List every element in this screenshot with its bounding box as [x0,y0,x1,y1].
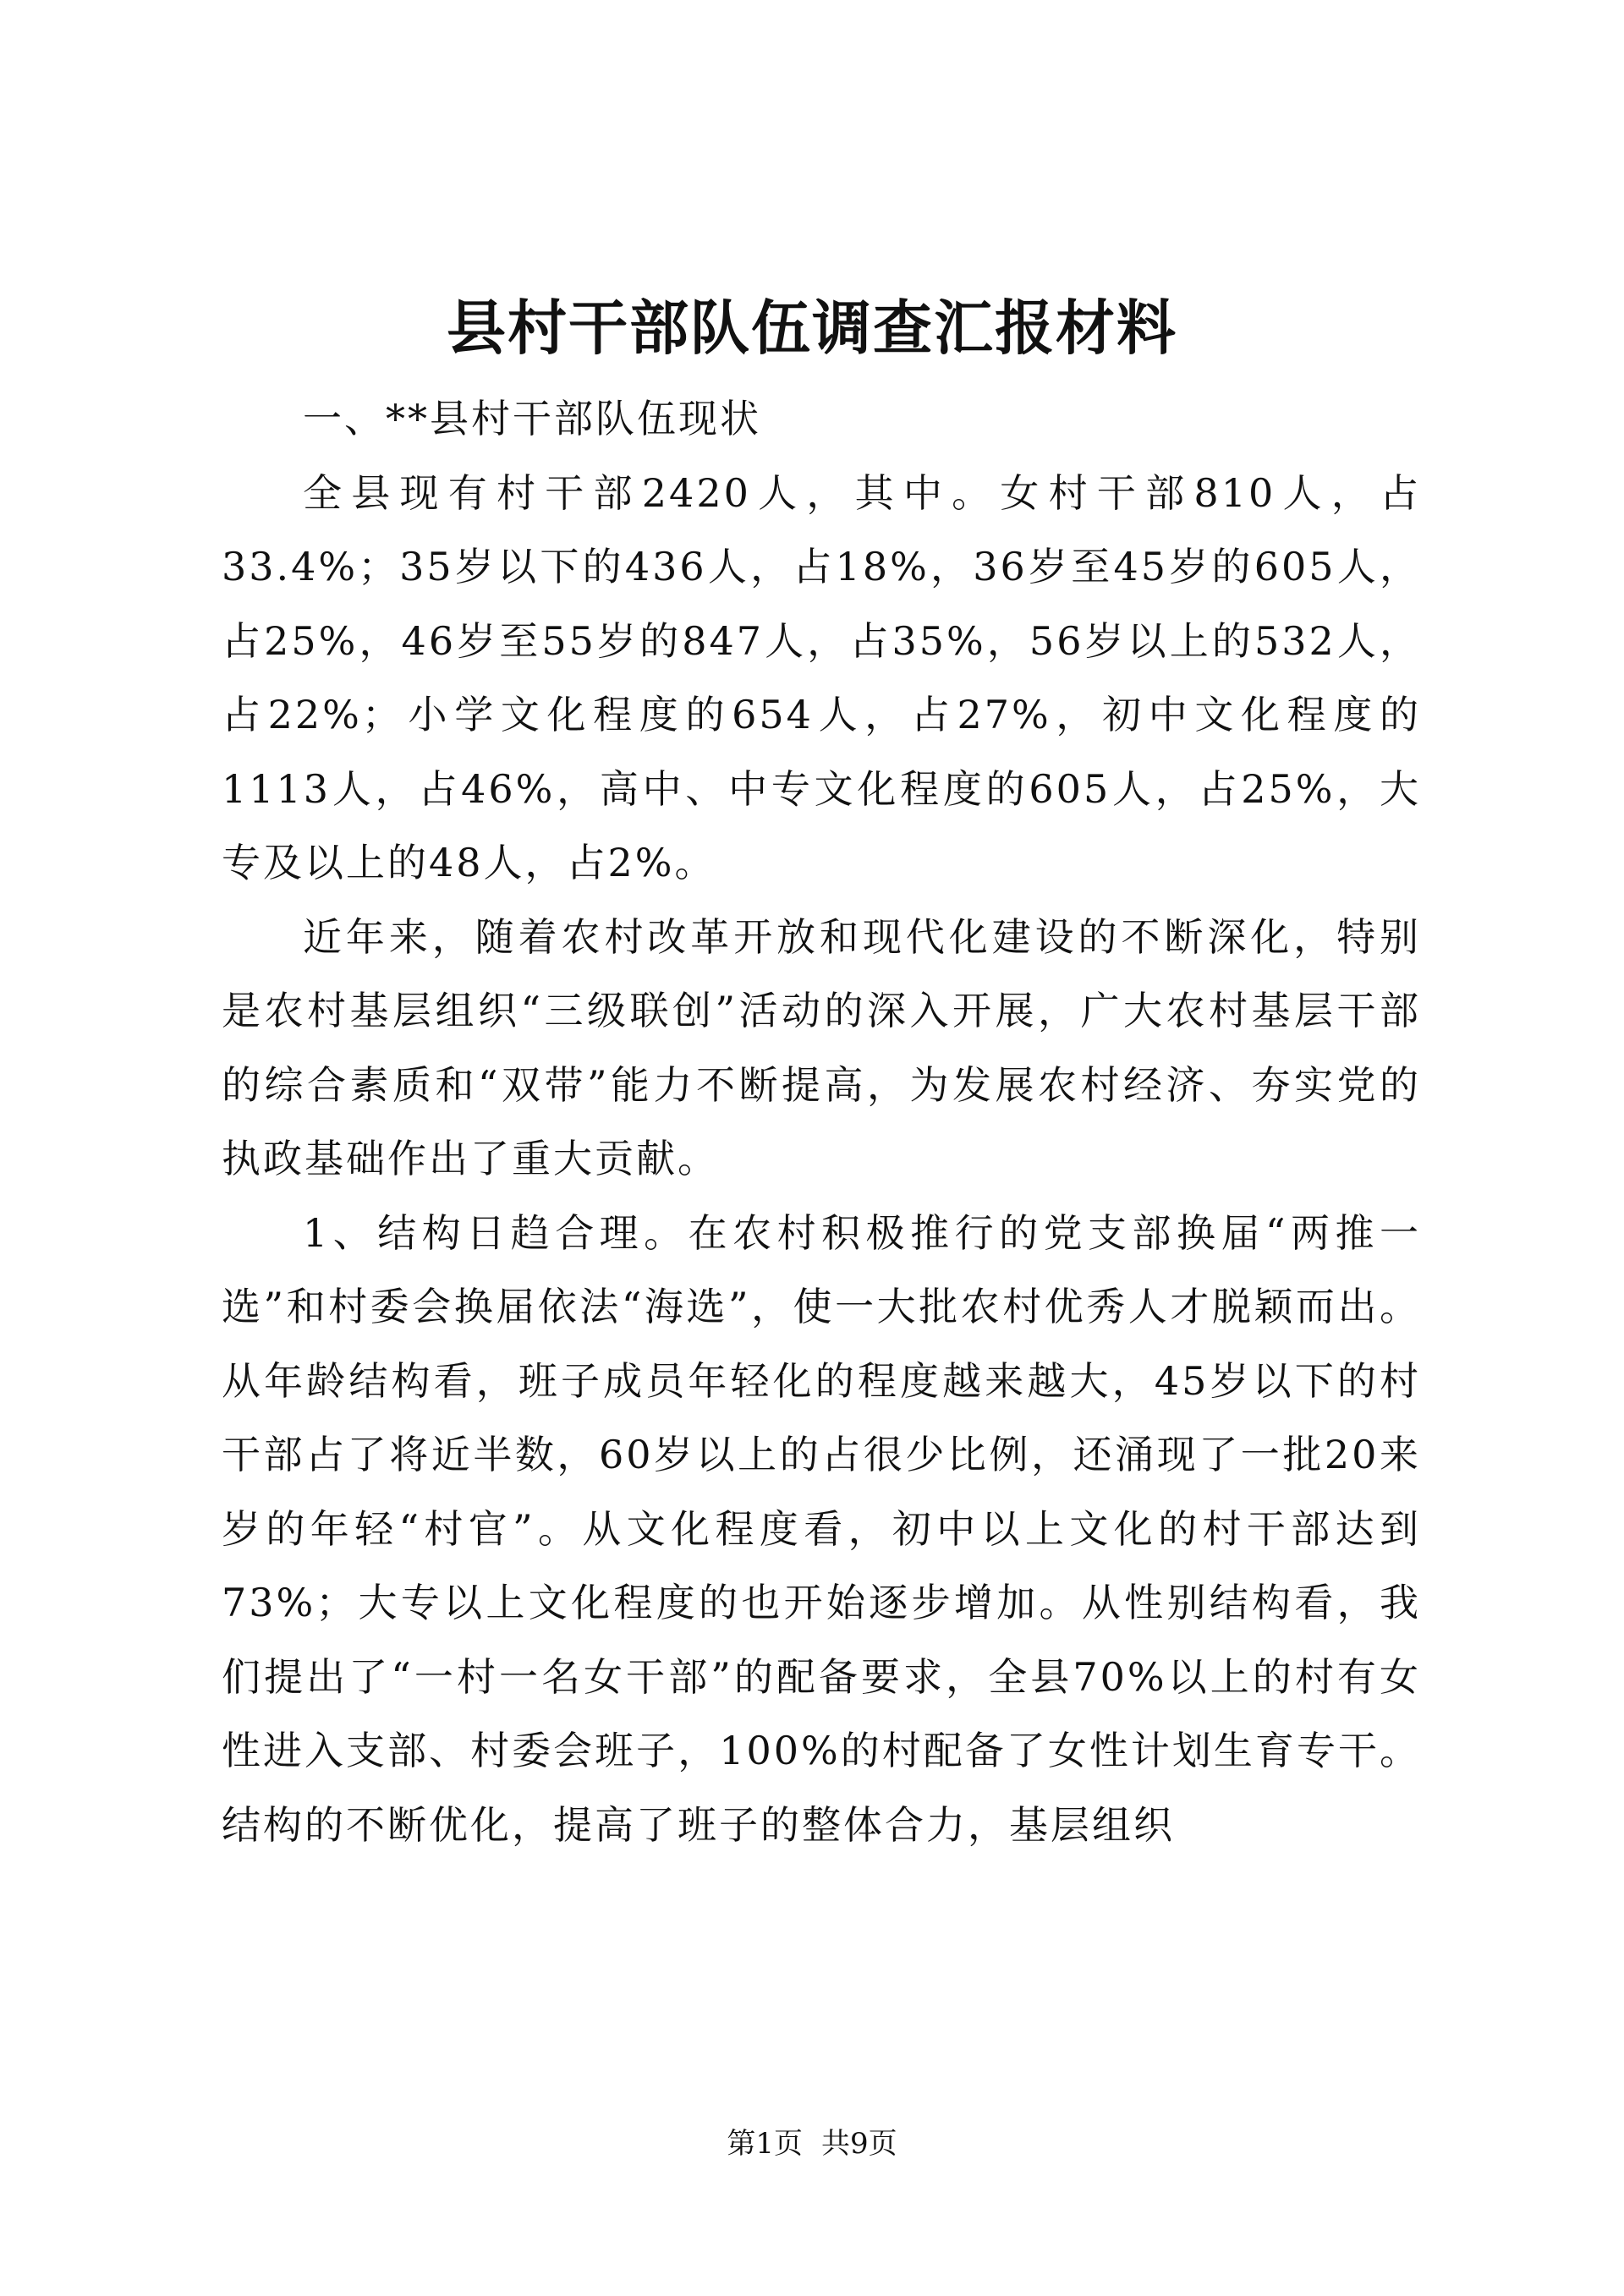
paragraph-statistics: 全县现有村干部2420人，其中。女村干部810人，占33.4%；35岁以下的436人，占18%，36岁至45岁的605人，占25%，46岁至55岁的847人，占35%，56岁以上的532人，占22%；小学文化程度的654人，占27%，初中文化程度的1113人，占46%，高中、中专文化程度的605人，占25%，大专及以上的48人，占2%。 [222,469,1421,885]
section-heading: 一、**县村干部队伍现状 [303,396,761,441]
page-number: 第1页 [727,2127,803,2161]
paragraph-overview: 近年来，随着农村改革开放和现代化建设的不断深化，特别是农村基层组织“三级联创”活动的深入开展，广大农村基层干部的综合素质和“双带”能力不断提高，为发展农村经济、夯实党的执政基础作出了重大贡献。 [222,913,1421,1181]
page-footer [0,2123,1624,2165]
paragraph-structure: 1、结构日趋合理。在农村积极推行的党支部换届“两推一选”和村委会换届依法“海选”，使一大批农村优秀人才脱颖而出。从年龄结构看，班子成员年轻化的程度越来越大，45岁以下的村干部占了将近半数，60岁以上的占很少比例，还涌现了一批20来岁的年轻“村官”。从文化程度看，初中以上文化的村干部达到73%；大专以上文化程度的也开始逐步增加。从性别结构看，我们提出了“一村一名女干部”的配备要求，全县70%以上的村有女性进入支部、村委会班子，100%的村配备了女性计划生育专干。结构的不断优化，提高了班子的整体合力，基层组织 [222,1209,1421,1848]
document-title: 县村干部队伍调查汇报材料 [447,293,1177,363]
document-body [222,382,1421,1862]
page-total: 共9页 [821,2127,897,2161]
